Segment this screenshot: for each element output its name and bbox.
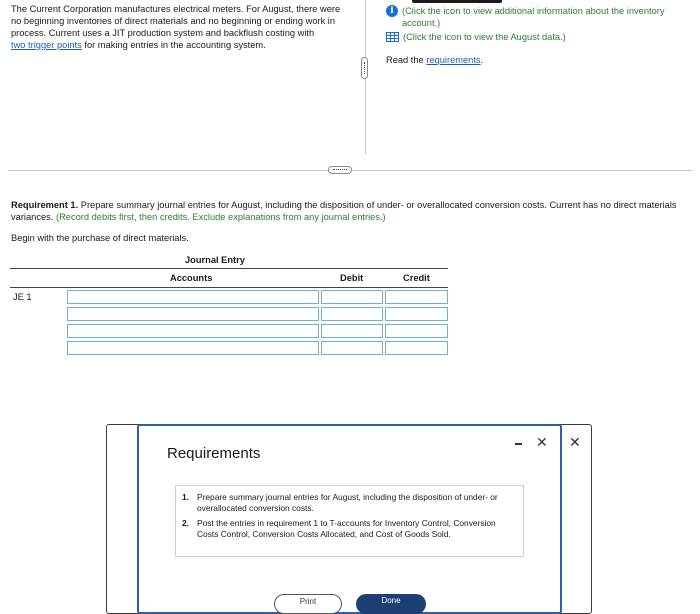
credit-input[interactable] [385,307,448,321]
vertical-resize-handle[interactable] [361,57,368,79]
requirement-1-text [11,199,691,223]
journal-table-header [10,268,448,288]
debit-input[interactable] [321,341,383,355]
info-panel [386,5,686,66]
journal-row [10,306,448,322]
list-item-number: 1. [182,492,189,502]
read-prefix: Read the [386,55,427,65]
list-item-text: Post the entries in requirement 1 to T-accounts for Inventory Control, Conversion Costs Control, Conversion Costs Allocated, and Cost of Goods Sold. [197,518,496,539]
journal-row [10,340,448,356]
modal-title: Requirements [167,445,261,462]
problem-text-end: for making entries in the accounting system. [81,40,266,50]
requirements-link[interactable]: requirements [426,55,481,65]
journal-entry-table [10,268,448,356]
problem-statement [11,3,346,51]
credit-input[interactable] [385,290,448,304]
account-input[interactable] [67,324,319,338]
background-modal-close-icon[interactable]: ✕ [569,434,581,450]
inventory-info-note: (Click the icon to view additional information about the inventory account.) [402,6,665,28]
entry-label: JE 1 [13,292,32,302]
journal-entry-title: Journal Entry [185,255,245,265]
two-trigger-points-link[interactable]: two trigger points [11,40,82,50]
read-suffix: . [480,55,484,65]
done-button[interactable]: Done [356,594,426,614]
close-icon[interactable]: ✕ [536,434,548,450]
account-input[interactable] [67,290,319,304]
top-bar-fragment [412,0,502,3]
account-input[interactable] [67,307,319,321]
journal-row [10,323,448,339]
problem-text: The Current Corporation manufactures electrical meters. For August, there were no beginning inventories of direct materials and no beginning or ending work in process. Current uses a JIT production system and backflush costing with [11,4,341,38]
read-requirements-line [386,54,686,66]
requirement-body: Prepare summary journal entries for August, including the disposition of under- or overallocated conversion costs. Current has no direct materials variances. [11,200,677,222]
debit-input[interactable] [321,324,383,338]
august-data-note: (Click the icon to view the August data.) [403,32,566,42]
requirements-list [175,485,524,557]
data-table-icon[interactable] [386,32,399,42]
begin-instruction: Begin with the purchase of direct materials. [11,233,189,243]
credit-input[interactable] [385,324,448,338]
credit-column-header: Credit [403,273,430,283]
account-input[interactable] [67,341,319,355]
list-item-text: Prepare summary journal entries for August, including the disposition of under- or overallocated conversion costs. [197,492,498,513]
list-item-number: 2. [182,518,189,528]
horizontal-resize-handle[interactable] [328,166,352,174]
journal-row [10,289,448,305]
debit-input[interactable] [321,307,383,321]
minimize-icon[interactable] [514,438,523,450]
info-icon[interactable]: i [386,5,398,17]
debit-column-header: Debit [340,273,364,283]
print-button[interactable]: Print [274,594,342,614]
debit-input[interactable] [321,290,383,304]
accounts-column-header: Accounts [170,273,213,283]
credit-input[interactable] [385,341,448,355]
requirement-instruction: (Record debits first, then credits. Exclude explanations from any journal entries.) [55,212,386,222]
requirement-label: Requirement 1. [11,200,79,210]
